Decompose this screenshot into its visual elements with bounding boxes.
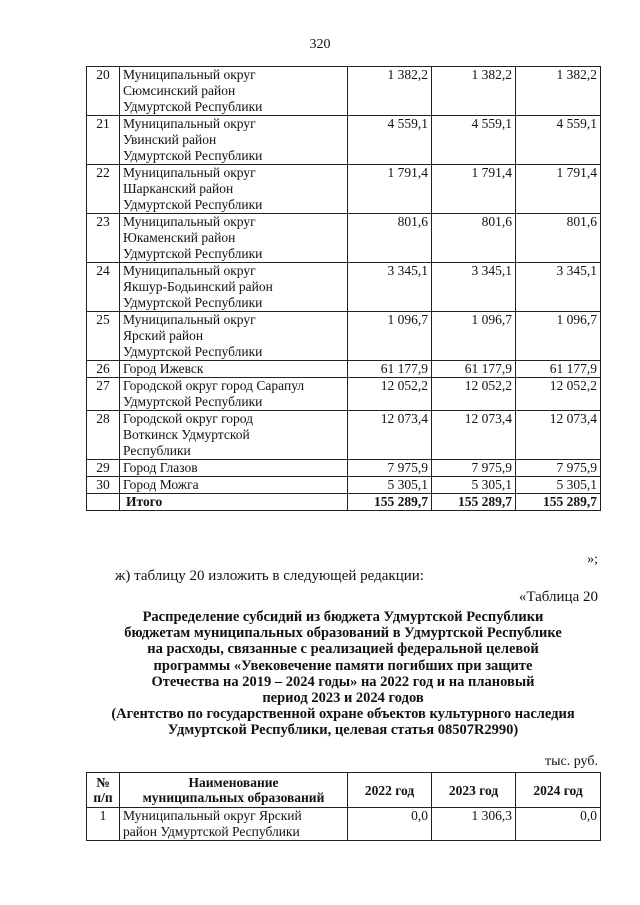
value-2023: 1 791,4 [432, 165, 516, 214]
name-line: район Удмуртской Республики [123, 824, 300, 839]
row-number: 1 [87, 808, 120, 841]
row-name [120, 411, 348, 460]
table-row [87, 411, 601, 460]
name-line: Удмуртской Республики [123, 344, 263, 359]
table-row [87, 165, 601, 214]
name-line: Ярский район [123, 328, 204, 343]
value-2022: 12 073,4 [348, 411, 432, 460]
name-line: Удмуртской Республики [123, 295, 263, 310]
value-2023: 12 073,4 [432, 411, 516, 460]
row-number: 29 [87, 460, 120, 477]
header-2022: 2022 год [348, 773, 432, 808]
value-2024: 12 073,4 [516, 411, 601, 460]
name-line: Воткинск Удмуртской [123, 427, 250, 442]
table-row [87, 378, 601, 411]
total-number [87, 494, 120, 511]
page-number: 320 [309, 37, 331, 52]
value-2023: 61 177,9 [432, 361, 516, 378]
value-2024: 1 791,4 [516, 165, 601, 214]
total-label: Итого [120, 494, 348, 511]
header-2024: 2024 год [516, 773, 601, 808]
heading-line: бюджетам муниципальных образований в Удмуртской Республике [124, 625, 562, 642]
table-caption: «Таблица 20 [518, 589, 598, 605]
value-2023: 4 559,1 [432, 116, 516, 165]
table-row [87, 460, 601, 477]
total-2024: 155 289,7 [516, 494, 601, 511]
value-2023: 1 096,7 [432, 312, 516, 361]
name-line: Муниципальный округ [123, 67, 256, 82]
row-number: 30 [87, 477, 120, 494]
value-2023: 1 306,3 [432, 808, 516, 841]
name-line: Муниципальный округ [123, 312, 256, 327]
table-row [87, 116, 601, 165]
value-2022: 801,6 [348, 214, 432, 263]
name-line: Городской округ город [123, 411, 254, 426]
table-row [87, 361, 601, 378]
table-row [87, 263, 601, 312]
row-name [120, 378, 348, 411]
row-number: 22 [87, 165, 120, 214]
subsidy-table-continued [86, 66, 601, 511]
value-2023: 12 052,2 [432, 378, 516, 411]
name-line: Увинский район [123, 132, 217, 147]
name-line: Юкаменский район [123, 230, 236, 245]
total-row [87, 494, 601, 511]
total-2023: 155 289,7 [432, 494, 516, 511]
table-row [87, 477, 601, 494]
name-line: Муниципальный округ [123, 116, 256, 131]
header-name: Наименование муниципальных образований [120, 773, 348, 808]
name-line: Якшур-Бодьинский район [123, 279, 273, 294]
subsidy-table-20 [86, 772, 601, 841]
value-2024: 4 559,1 [516, 116, 601, 165]
row-number: 27 [87, 378, 120, 411]
table-row [87, 808, 601, 841]
value-2023: 1 382,2 [432, 67, 516, 116]
value-2024: 1 096,7 [516, 312, 601, 361]
name-line: Республики [123, 443, 191, 458]
value-2023: 7 975,9 [432, 460, 516, 477]
name-line: Шарканский район [123, 181, 234, 196]
closing-quote: »; [587, 552, 598, 567]
heading-line: Отечества на 2019 – 2024 годы» на 2022 год и на плановый [151, 673, 535, 690]
value-2022: 12 052,2 [348, 378, 432, 411]
value-2022: 1 096,7 [348, 312, 432, 361]
row-number: 28 [87, 411, 120, 460]
row-name [120, 477, 348, 494]
name-line: Удмуртской Республики [123, 99, 263, 114]
value-2023: 801,6 [432, 214, 516, 263]
name-line: Удмуртской Республики [123, 148, 263, 163]
value-2024: 61 177,9 [516, 361, 601, 378]
value-2024: 1 382,2 [516, 67, 601, 116]
value-2022: 4 559,1 [348, 116, 432, 165]
name-line: Удмуртской Республики [123, 197, 263, 212]
table-heading [86, 609, 600, 739]
row-name [120, 361, 348, 378]
value-2022: 1 791,4 [348, 165, 432, 214]
row-name [120, 808, 348, 841]
table-row [87, 312, 601, 361]
table-header-row [87, 773, 601, 808]
value-2022: 5 305,1 [348, 477, 432, 494]
heading-line: на расходы, связанные с реализацией федеральной целевой [147, 641, 539, 658]
heading-line: Распределение субсидий из бюджета Удмуртской Республики [142, 609, 544, 625]
value-2022: 3 345,1 [348, 263, 432, 312]
value-2024: 12 052,2 [516, 378, 601, 411]
header-number: № п/п [87, 773, 120, 808]
row-number: 23 [87, 214, 120, 263]
name-line: Город Ижевск [123, 361, 204, 376]
value-2024: 0,0 [516, 808, 601, 841]
row-number: 24 [87, 263, 120, 312]
name-line: Городской округ город Сарапул [123, 378, 305, 393]
value-2022: 1 382,2 [348, 67, 432, 116]
name-line: Муниципальный округ [123, 214, 256, 229]
value-2022: 0,0 [348, 808, 432, 841]
heading-line: программы «Увековечение памяти погибших при защите [153, 657, 533, 674]
row-number: 25 [87, 312, 120, 361]
name-line: Муниципальный округ [123, 165, 256, 180]
table-row [87, 214, 601, 263]
name-line: Удмуртской Республики [123, 246, 263, 261]
row-name [120, 460, 348, 477]
name-line: Удмуртской Республики [123, 394, 263, 409]
value-2024: 3 345,1 [516, 263, 601, 312]
value-2024: 7 975,9 [516, 460, 601, 477]
heading-line: Удмуртской Республики, целевая статья 08507R2990) [167, 722, 519, 739]
row-number: 26 [87, 361, 120, 378]
header-2023: 2023 год [432, 773, 516, 808]
row-name [120, 67, 348, 116]
name-line: Муниципальный округ Ярский [123, 808, 302, 823]
amendment-instruction: ж) таблицу 20 изложить в следующей редакции: [115, 568, 424, 584]
row-number: 21 [87, 116, 120, 165]
row-name [120, 312, 348, 361]
value-2024: 5 305,1 [516, 477, 601, 494]
row-name [120, 263, 348, 312]
value-2023: 5 305,1 [432, 477, 516, 494]
row-name [120, 214, 348, 263]
value-2022: 7 975,9 [348, 460, 432, 477]
heading-line: (Агентство по государственной охране объектов культурного наследия [111, 706, 575, 723]
name-line: Город Глазов [123, 460, 198, 475]
total-2022: 155 289,7 [348, 494, 432, 511]
name-line: Сюмсинский район [123, 83, 236, 98]
value-2023: 3 345,1 [432, 263, 516, 312]
value-2022: 61 177,9 [348, 361, 432, 378]
row-number: 20 [87, 67, 120, 116]
heading-line: период 2023 и 2024 годов [262, 690, 424, 707]
row-name [120, 165, 348, 214]
value-2024: 801,6 [516, 214, 601, 263]
row-name [120, 116, 348, 165]
name-line: Город Можга [123, 477, 199, 492]
table-row [87, 67, 601, 116]
units-label: тыс. руб. [545, 754, 598, 769]
name-line: Муниципальный округ [123, 263, 256, 278]
